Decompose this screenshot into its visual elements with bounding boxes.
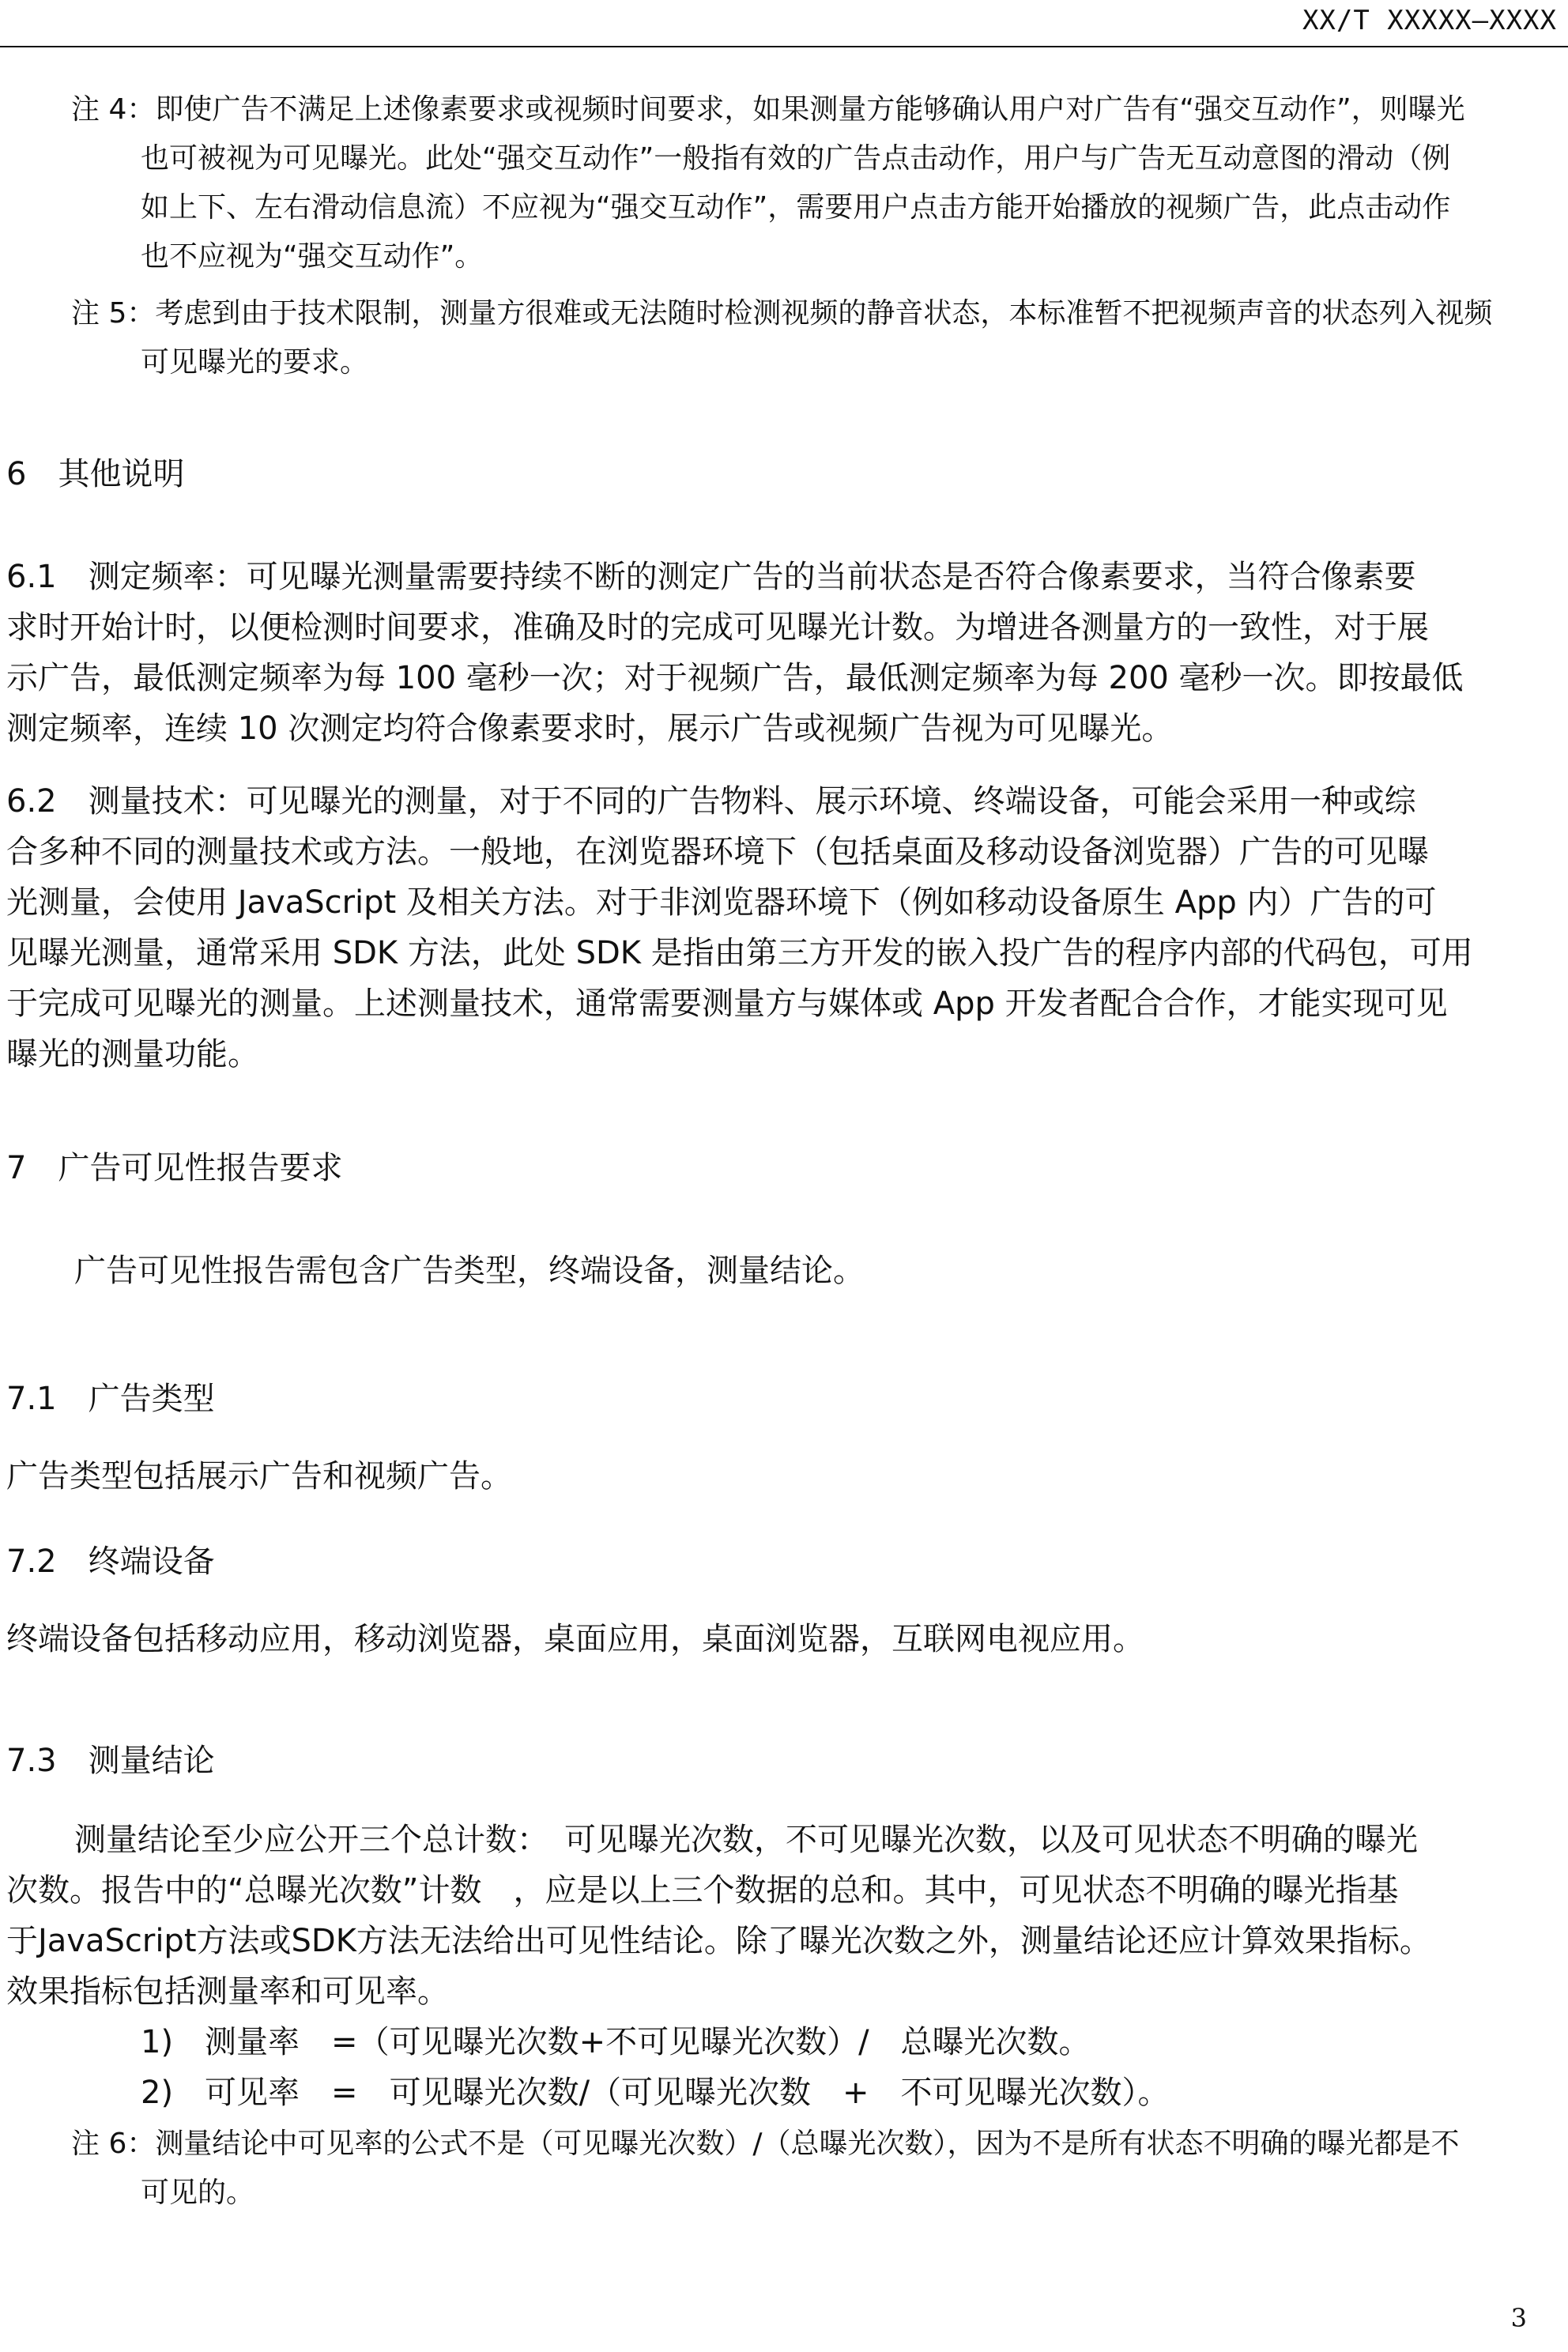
page-number: 3 [1510,2303,1527,2333]
note4-line-2: 也可被视为可见曝光。此处“强交互动作”一般指有效的广告点击动作，用户与广告无互动意图的滑动（例 [141,142,1451,175]
sec6-1-line-4: 测定频率，连续 10 次测定均符合像素要求时，展示广告或视频广告视为可见曝光。 [6,710,1174,747]
note4-line-3: 如上下、左右滑动信息流）不应视为“强交互动作”，需要用户点击方能开始播放的视频广告，此点击动作 [141,191,1451,224]
sec6-2-line-2: 合多种不同的测量技术或方法。一般地，在浏览器环境下（包括桌面及移动设备浏览器）广告的可见曝 [6,834,1429,870]
sec7-2-body: 终端设备包括移动应用，移动浏览器，桌面应用，桌面浏览器，互联网电视应用。 [6,1621,1144,1657]
sec7-3-line-4: 效果指标包括测量率和可见率。 [6,1973,449,2010]
formula-measurement-rate: 1) 测量率 =（可见曝光次数+不可见曝光次数）/ 总曝光次数。 [141,2024,1091,2060]
note6-line-1: 注 6：测量结论中可见率的公式不是（可见曝光次数）/（总曝光次数），因为不是所有状态不明确的曝光都是不 [71,2128,1460,2160]
sec6-2-line-4: 见曝光测量，通常采用 SDK 方法，此处 SDK 是指由第三方开发的嵌入投广告的程序内部的代码包，可用 [6,935,1473,971]
note6-line-2: 可见的。 [141,2177,255,2209]
sec7-3-line-1: 测量结论至少应公开三个总计数： 可见曝光次数，不可见曝光次数，以及可见状态不明确的曝光 [74,1822,1418,1858]
section-7-3-heading: 7.3 测量结论 [6,1743,215,1779]
sec6-2-line-1: 6.2 测量技术：可见曝光的测量，对于不同的广告物料、展示环境、终端设备，可能会采用一种或综 [6,783,1416,820]
sec7-3-line-3: 于JavaScript方法或SDK方法无法给出可见性结论。除了曝光次数之外，测量结论还应计算效果指标。 [6,1923,1431,1959]
note5-line-2: 可见曝光的要求。 [141,346,369,379]
sec6-2-line-3: 光测量，会使用 JavaScript 及相关方法。对于非浏览器环境下（例如移动设备原生 App 内）广告的可 [6,884,1437,921]
sec7-1-body: 广告类型包括展示广告和视频广告。 [6,1458,512,1494]
section-7-1-heading: 7.1 广告类型 [6,1381,215,1417]
note4-line-4: 也不应视为“强交互动作”。 [141,240,484,273]
header-divider [0,46,1568,47]
document-code-header: XX/T XXXXX—XXXX [1302,5,1557,36]
note5-line-1: 注 5：考虑到由于技术限制，测量方很难或无法随时检测视频的静音状态，本标准暂不把视频声音的状态列入视频 [71,297,1493,330]
note4-line-1: 注 4：即使广告不满足上述像素要求或视频时间要求，如果测量方能够确认用户对广告有“强交互动作”，则曝光 [71,93,1465,126]
sec6-1-line-2: 求时开始计时，以便检测时间要求，准确及时的完成可见曝光计数。为增进各测量方的一致性，对于展 [6,609,1429,646]
section-7-heading: 7 广告可见性报告要求 [6,1150,343,1186]
section-7-2-heading: 7.2 终端设备 [6,1544,215,1580]
sec7-intro: 广告可见性报告需包含广告类型，终端设备，测量结论。 [74,1253,865,1289]
sec6-1-line-3: 示广告，最低测定频率为每 100 毫秒一次；对于视频广告，最低测定频率为每 200 毫秒一次。即按最低 [6,660,1464,696]
section-6-heading: 6 其他说明 [6,456,185,492]
sec6-2-line-6: 曝光的测量功能。 [6,1036,259,1072]
sec6-2-line-5: 于完成可见曝光的测量。上述测量技术，通常需要测量方与媒体或 App 开发者配合合作，才能实现可见 [6,986,1448,1022]
sec6-1-line-1: 6.1 测定频率：可见曝光测量需要持续不断的测定广告的当前状态是否符合像素要求，当符合像素要 [6,559,1416,595]
formula-viewability-rate: 2) 可见率 = 可见曝光次数/（可见曝光次数 + 不可见曝光次数）。 [141,2075,1170,2111]
sec7-3-line-2: 次数。报告中的“总曝光次数”计数 ，应是以上三个数据的总和。其中，可见状态不明确的曝光指基 [6,1872,1399,1909]
